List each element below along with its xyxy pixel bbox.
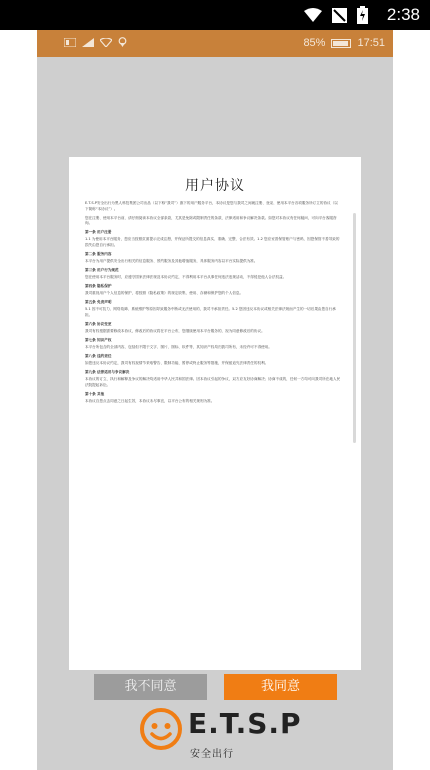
app-frame xyxy=(0,30,430,770)
device-clock: 2:38 xyxy=(386,5,420,24)
agreement-paragraph: 您在使用本平台服务时，应遵守国家法律法规及本协议约定，不得利用本平台从事任何违法违规活动，不得侵犯他人合法权益。 xyxy=(85,275,287,279)
no-sim-icon xyxy=(332,8,347,23)
agreement-section-heading: 第一条 用户注册 xyxy=(85,230,112,235)
agreement-paragraph: 如您违反本协议约定，我司有权视情节采取警告、限制功能、暂停或终止服务等措施，并保留追究法律责任的权利。 xyxy=(85,360,269,365)
agreement-paragraph: 您在注册、使用本平台前，请仔细阅读本协议全部条款，尤其是免除或限制责任的条款、法律适用和争议解决条款。如您对本协议有任何疑问，可向平台客服咨询。 xyxy=(85,215,337,226)
agreement-paragraph: 本平台所包含的全部内容，包括但不限于文字、图片、图标、软件等，其知识产权均归我司所有，未经许可不得使用。 xyxy=(85,344,272,349)
agreement-section-heading: 第六条 协议变更 xyxy=(85,321,112,326)
agreement-document[interactable] xyxy=(69,157,361,670)
agreement-section-heading: 第十条 其他 xyxy=(85,391,105,396)
battery-percent: 85% xyxy=(303,37,326,49)
logo-subtitle: 安全出行 xyxy=(190,749,234,760)
wifi-icon xyxy=(304,8,322,22)
logo-mark-icon xyxy=(140,708,182,750)
agreement-paragraph: 本平台为用户提供安全出行相关的信息服务、预约服务及其他增值服务，具体服务内容以平台实际提供为准。 xyxy=(85,258,258,263)
signal-icon xyxy=(82,37,94,50)
agreement-title: 用户协议 xyxy=(185,178,245,194)
battery-charging-icon xyxy=(357,6,368,24)
agree-button[interactable]: 我同意 xyxy=(224,674,337,700)
agreement-paragraph: 5.1 因不可抗力、网络故障、系统维护等原因导致服务中断或无法使用的，我司不承担责任。5.2 您因违反本协议或相关法律法规而产生的一切后果由您自行承担。 xyxy=(85,307,336,317)
agreement-section-heading: 第九条 法律适用与争议解决 xyxy=(85,369,130,374)
wifi-icon xyxy=(100,37,112,50)
agreement-section-heading: 第四条 隐私保护 xyxy=(85,283,112,288)
agreement-section-heading: 第五条 免责声明 xyxy=(85,300,112,305)
sim-icon xyxy=(64,37,76,50)
device-status-bar xyxy=(0,0,430,30)
battery-icon xyxy=(331,39,351,48)
app-status-right xyxy=(303,37,385,49)
agreement-paragraph: 我司有权根据需要修改本协议，修改后的协议将在平台公布，您继续使用本平台服务的，视为同意修改后的协议。 xyxy=(85,328,265,333)
disagree-button[interactable]: 我不同意 xyxy=(94,674,207,700)
location-icon xyxy=(118,37,127,50)
agreement-section-heading: 第八条 违约责任 xyxy=(85,353,112,358)
agreement-paragraph: 我司重视用户个人信息的保护，将按照《隐私政策》的规定收集、使用、存储和保护您的个人信息。 xyxy=(85,291,244,296)
agreement-scrollbar[interactable] xyxy=(353,213,356,443)
agreement-body[interactable] xyxy=(85,201,341,660)
logo-name: E.T.S.P xyxy=(188,707,302,740)
app-status-bar xyxy=(37,30,393,57)
agreement-paragraph: 本协议的订立、执行和解释及争议的解决均适用中华人民共和国法律。因本协议引起的争议，双方应友好协商解决；协商不成的，任何一方均可向我司所在地人民法院提起诉讼。 xyxy=(85,377,341,387)
agreement-paragraph: 本协议自您点击同意之日起生效，本协议未尽事宜，以平台公布的相关规则为准。 xyxy=(85,398,215,403)
etsp-logo xyxy=(140,700,300,760)
agreement-section-heading: 第二条 服务内容 xyxy=(85,251,112,256)
device-status-icons xyxy=(304,6,368,24)
agreement-section-heading: 第七条 知识产权 xyxy=(85,337,112,342)
agreement-paragraph: 1.1 为使用本平台服务，您应当按照页面提示完成注册，并保证所提交的信息真实、准确、完整、合法有效。1.2 您应妥善保管账户与密码，因您保管不善导致的损失由您自行承担。 xyxy=(85,237,340,247)
app-status-icons xyxy=(64,37,127,50)
app-screen xyxy=(37,30,393,770)
agreement-paragraph: E.T.S.P安全出行为黑人科技集团公司出品（以下称“我司”）旗下的用户服务平台，本协议是您与我司之间就注册、登录、使用本平台各项服务所订立的协议（以下简称“本协议”）。 xyxy=(85,201,338,211)
agreement-section-heading: 第三条 用户行为规范 xyxy=(85,267,119,272)
app-clock: 17:51 xyxy=(357,37,385,49)
